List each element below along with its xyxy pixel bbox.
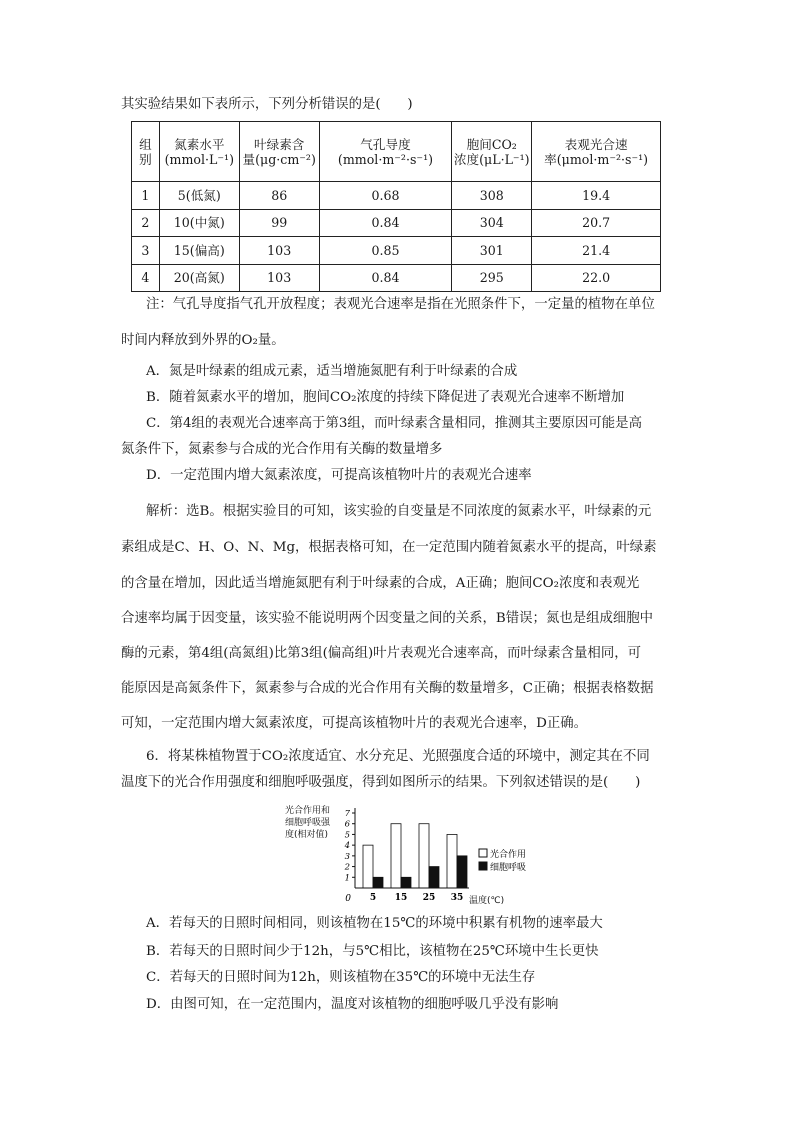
table-cell: 15(偏高) xyxy=(159,237,239,265)
chart-y-tick-label: 1 xyxy=(344,873,350,884)
bar-photosynthesis xyxy=(391,824,401,888)
analysis-line: 的含量在增加，因此适当增施氮肥有利于叶绿素的合成，A正确；胞间CO₂浓度和表观光 xyxy=(121,576,640,591)
table-cell: 20.7 xyxy=(532,209,661,237)
table-cell: 19.4 xyxy=(532,182,661,210)
analysis-line: 解析：选B。根据实验目的可知，该实验的自变量是不同浓度的氮素水平，叶绿素的元 xyxy=(146,504,652,519)
table-note-line-1: 注：气孔导度指气孔开放程度；表观光合速率是指在光照条件下，一定量的植物在单位 xyxy=(146,297,655,312)
legend-swatch-photosynthesis xyxy=(479,849,487,857)
bar-respiration xyxy=(429,867,439,888)
chart-origin-label: 0 xyxy=(345,894,351,904)
table-cell: 0.84 xyxy=(319,264,452,292)
table-cell: 86 xyxy=(239,182,319,210)
chart-x-tick-label: 15 xyxy=(394,893,408,903)
table-cell: 308 xyxy=(452,182,532,210)
table-cell: 2 xyxy=(132,209,160,237)
chart-y-tick-label: 6 xyxy=(344,819,350,830)
legend-label-respiration: 细胞呼吸 xyxy=(490,863,527,873)
analysis-line: 酶的元素，第4组(高氮组)比第3组(偏高组)叶片表观光合速率高，而叶绿素含量相同，可 xyxy=(121,646,641,661)
analysis-line: 可知，一定范围内增大氮素浓度，可提高该植物叶片的表观光合速率，D正确。 xyxy=(121,716,588,731)
chart-legend xyxy=(479,848,526,873)
analysis-line: 合速率均属于因变量，该实验不能说明两个因变量之间的关系，B错误；氮也是组成细胞中 xyxy=(121,611,654,626)
bar-respiration xyxy=(401,877,411,888)
table-cell: 20(高氮) xyxy=(159,264,239,292)
legend-label-photosynthesis: 光合作用 xyxy=(490,850,527,860)
q5-option-c: C．第4组的表观光合速率高于第3组，而叶绿素含量相同，推测其主要原因可能是高 xyxy=(146,416,642,431)
table-cell: 99 xyxy=(239,209,319,237)
header-group: 组 别 xyxy=(132,122,160,182)
q6-option-b: B．若每天的日照时间少于12h，与5℃相比，该植物在25℃环境中生长更快 xyxy=(146,944,599,959)
bar-photosynthesis xyxy=(447,834,457,888)
chart-y-tick-label: 2 xyxy=(344,862,350,873)
table-cell: 103 xyxy=(239,237,319,265)
analysis-line: 能原因是高氮条件下，氮素参与合成的光合作用有关酶的数量增多，C正确；根据表格数据 xyxy=(121,681,654,696)
q6-stem-line-2: 温度下的光合作用强度和细胞呼吸强度，得到如图所示的结果。下列叙述错误的是( ) xyxy=(121,775,641,790)
table-row xyxy=(132,237,661,265)
table-cell: 103 xyxy=(239,264,319,292)
table-cell: 1 xyxy=(132,182,160,210)
q5-option-a: A．氮是叶绿素的组成元素，适当增施氮肥有利于叶绿素的合成 xyxy=(146,364,518,379)
q5-option-b: B．随着氮素水平的增加，胞间CO₂浓度的持续下降促进了表观光合速率不断增加 xyxy=(146,390,625,405)
table-header-row xyxy=(132,122,661,182)
chart-xlabel: 温度(℃) xyxy=(469,896,505,906)
table-note-line-2: 时间内释放到外界的O₂量。 xyxy=(121,333,285,348)
header-stomatal-conductance: 气孔导度 (mmol·m⁻²·s⁻¹) xyxy=(319,122,452,182)
legend-swatch-respiration xyxy=(479,862,487,870)
table-cell: 4 xyxy=(132,264,160,292)
q5-option-c-cont: 氮条件下，氮素参与合成的光合作用有关酶的数量增多 xyxy=(121,442,443,457)
q6-option-d: D．由图可知，在一定范围内，温度对该植物的细胞呼吸几乎没有影响 xyxy=(146,997,559,1012)
q6-stem-line-1: 6．将某株植物置于CO₂浓度适宜、水分充足、光照强度合适的环境中，测定其在不同 xyxy=(146,749,650,764)
table-cell: 22.0 xyxy=(532,264,661,292)
q6-option-c: C．若每天的日照时间为12h，则该植物在35℃的环境中无法生存 xyxy=(146,970,536,985)
chart-y-tick-label: 7 xyxy=(344,809,350,819)
table-cell: 0.85 xyxy=(319,237,452,265)
table-row xyxy=(132,264,661,292)
header-nitrogen-level: 氮素水平 (mmol·L⁻¹) xyxy=(159,122,239,182)
table-cell: 5(低氮) xyxy=(159,182,239,210)
q6-option-a: A．若每天的日照时间相同，则该植物在15℃的环境中积累有机物的速率最大 xyxy=(146,916,603,931)
table-cell: 3 xyxy=(132,237,160,265)
chart-y-tick-label: 5 xyxy=(344,830,350,841)
table-cell: 295 xyxy=(452,264,532,292)
table-cell: 21.4 xyxy=(532,237,661,265)
question-intro: 其实验结果如下表所示，下列分析错误的是( ) xyxy=(121,97,413,112)
table-cell: 0.68 xyxy=(319,182,452,210)
chart-y-tick-label: 3 xyxy=(344,851,350,862)
header-chlorophyll: 叶绿素含 量(μg·cm⁻²) xyxy=(239,122,319,182)
chart-x-tick-label: 25 xyxy=(422,893,436,903)
table-row xyxy=(132,209,661,237)
table-cell: 10(中氮) xyxy=(159,209,239,237)
analysis-line: 素组成是C、H、O、N、Mg，根据表格可知，在一定范围内随着氮素水平的提高，叶绿素 xyxy=(121,540,657,555)
chart-y-tick-label: 4 xyxy=(344,841,350,852)
experiment-table xyxy=(131,121,661,292)
header-apparent-photosynthesis: 表观光合速 率(μmol·m⁻²·s⁻¹) xyxy=(532,122,661,182)
chart-ylabel-line: 度(相对值) xyxy=(285,830,329,840)
header-intercellular-co2: 胞间CO₂ 浓度(μL·L⁻¹) xyxy=(452,122,532,182)
q5-option-d: D．一定范围内增大氮素浓度，可提高该植物叶片的表观光合速率 xyxy=(146,468,532,483)
bar-respiration xyxy=(373,877,383,888)
table-row xyxy=(132,182,661,210)
chart-ylabel-line: 细胞呼吸强 xyxy=(285,818,331,828)
bar-chart xyxy=(283,804,543,908)
bar-photosynthesis xyxy=(363,845,373,888)
chart-x-tick-label: 35 xyxy=(450,893,464,903)
chart-x-tick-label: 5 xyxy=(369,893,377,903)
bar-photosynthesis xyxy=(419,824,429,888)
table-cell: 304 xyxy=(452,209,532,237)
table-cell: 301 xyxy=(452,237,532,265)
table-cell: 0.84 xyxy=(319,209,452,237)
chart-ylabel-line: 光合作用和 xyxy=(285,806,331,816)
bar-respiration xyxy=(457,856,467,888)
